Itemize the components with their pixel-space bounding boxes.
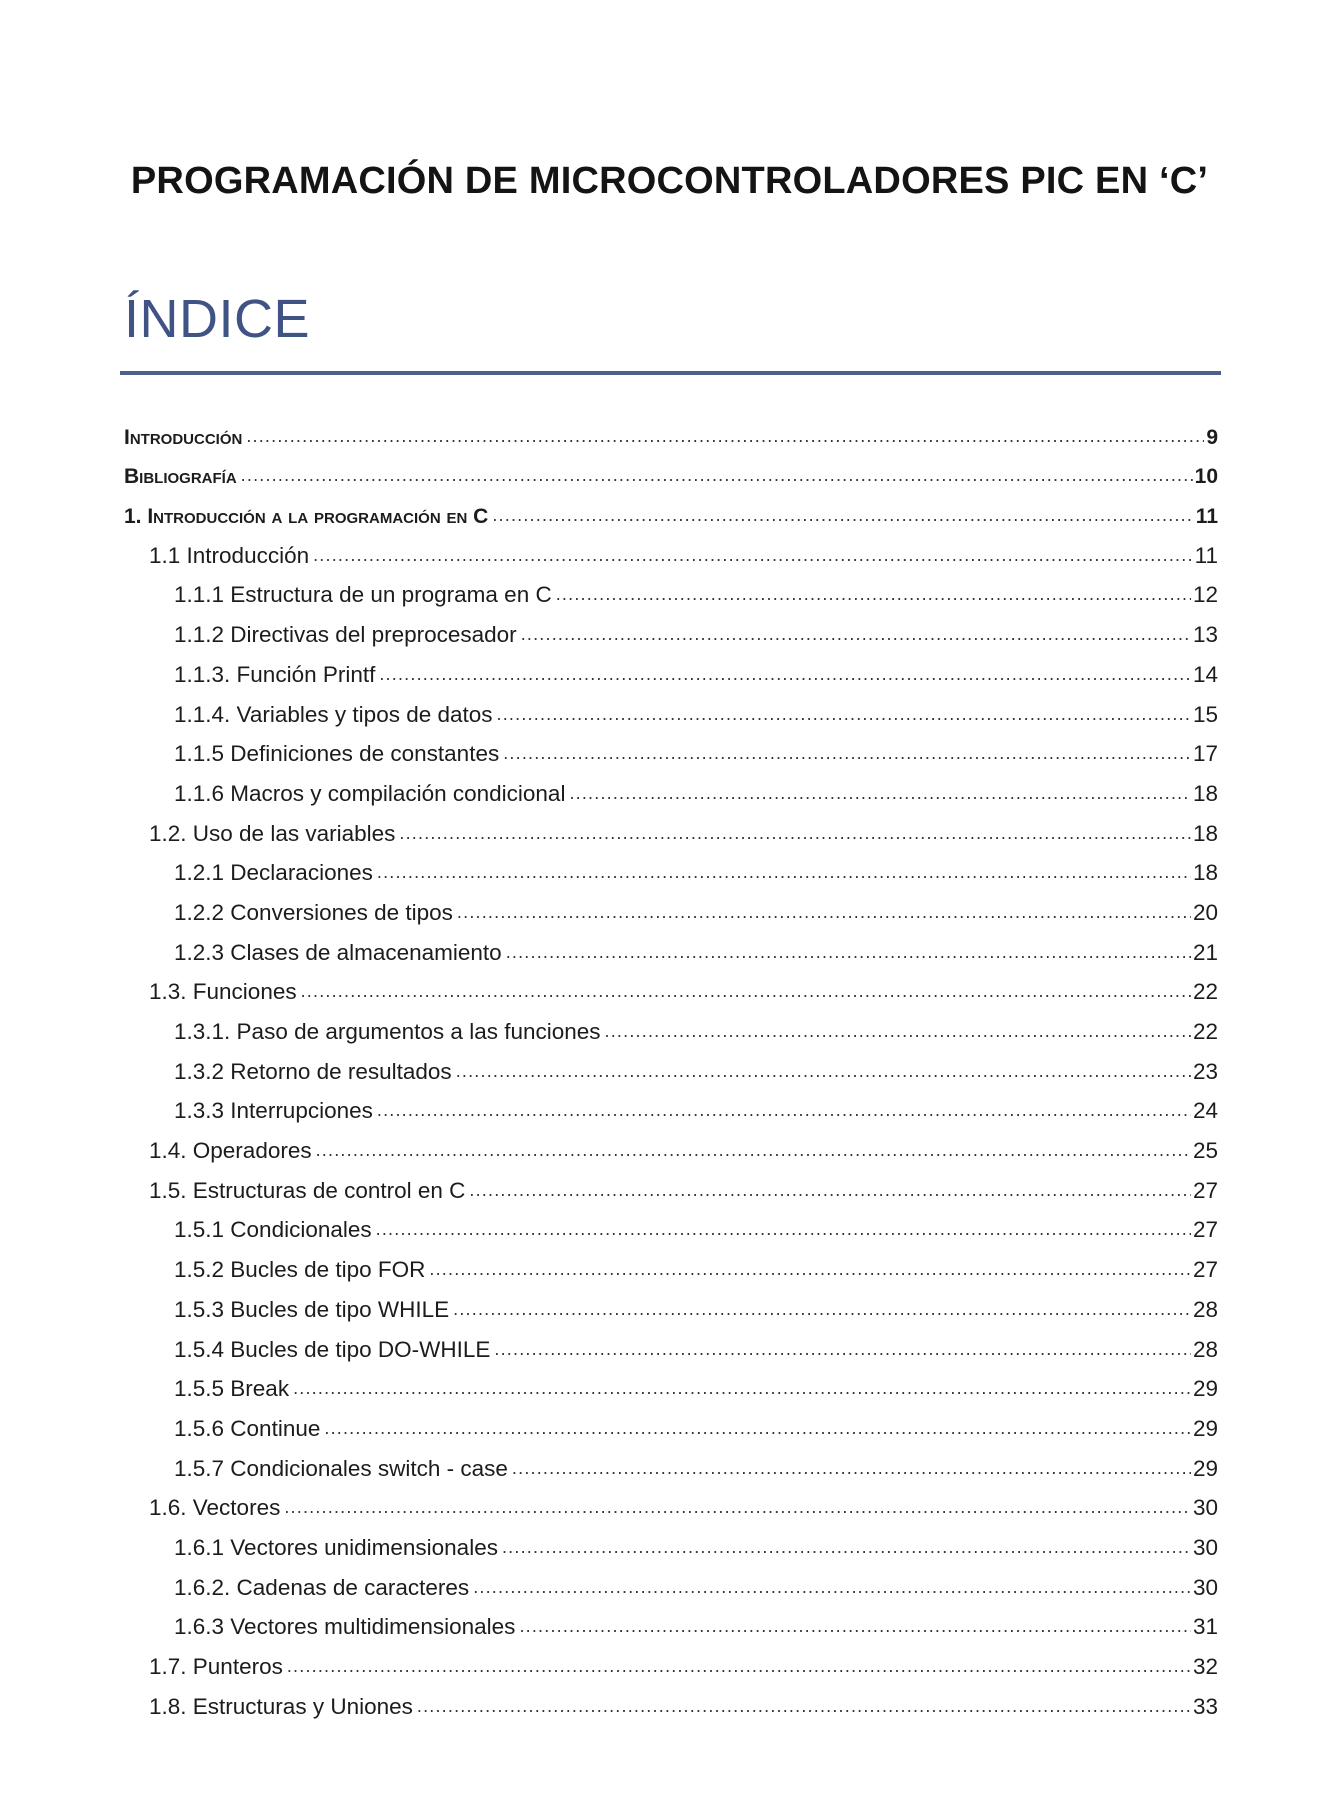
toc-entry[interactable] <box>0 1085 1339 1125</box>
toc-entry[interactable] <box>0 807 1339 847</box>
toc-entry-page-number: 17 <box>1192 741 1218 767</box>
toc-dot-leader <box>556 584 1191 605</box>
toc-dot-leader <box>429 1259 1191 1280</box>
toc-entry-label: 1.1.4. Variables y tipos de datos <box>174 702 497 728</box>
toc-dot-leader <box>241 465 1193 486</box>
toc-entry-label: 1.8. Estructuras y Uniones <box>149 1694 417 1720</box>
toc-entry-label: 1.2.3 Clases de almacenamiento <box>174 940 506 966</box>
toc-dot-leader <box>569 783 1191 804</box>
toc-entry-page-number: 9 <box>1206 425 1218 449</box>
toc-entry-page-number: 28 <box>1192 1336 1218 1362</box>
toc-entry-label: Introducción <box>124 426 246 450</box>
toc-entry-page-number: 27 <box>1192 1177 1218 1203</box>
toc-entry[interactable] <box>0 1442 1339 1482</box>
toc-entry-page-number: 30 <box>1192 1495 1218 1521</box>
toc-entry-page-number: 29 <box>1192 1415 1218 1441</box>
toc-dot-leader <box>457 902 1191 923</box>
toc-dot-leader <box>502 1537 1191 1558</box>
toc-dot-leader <box>316 1140 1191 1161</box>
toc-entry-page-number: 27 <box>1192 1257 1218 1283</box>
toc-entry[interactable] <box>0 886 1339 926</box>
toc-dot-leader <box>417 1696 1191 1717</box>
toc-entry[interactable] <box>0 1164 1339 1204</box>
toc-entry-page-number: 30 <box>1192 1534 1218 1560</box>
toc-entry-page-number: 14 <box>1192 661 1218 687</box>
toc-dot-leader <box>497 704 1191 725</box>
toc-entry-page-number: 29 <box>1192 1455 1218 1481</box>
toc-entry-label: 1.2. Uso de las variables <box>149 821 399 847</box>
toc-dot-leader <box>287 1656 1191 1677</box>
toc-entry[interactable] <box>0 450 1339 490</box>
toc-entry[interactable] <box>0 1243 1339 1283</box>
toc-entry[interactable] <box>0 688 1339 728</box>
toc-entry-page-number: 23 <box>1192 1058 1218 1084</box>
toc-dot-leader <box>521 624 1191 645</box>
toc-entry-label: 1.6. Vectores <box>149 1495 284 1521</box>
toc-dot-leader <box>512 1458 1191 1479</box>
toc-entry-label: 1.1.2 Directivas del preprocesador <box>174 622 521 648</box>
book-title: PROGRAMACIÓN DE MICROCONTROLADORES PIC EN ‘C’ <box>130 160 1209 202</box>
toc-entry[interactable] <box>0 569 1339 609</box>
toc-entry-label: 1.5. Estructuras de control en C <box>149 1178 469 1204</box>
toc-dot-leader <box>506 942 1191 963</box>
toc-entry-label: 1.3.3 Interrupciones <box>174 1098 377 1124</box>
toc-entry-page-number: 22 <box>1192 1019 1218 1044</box>
toc-entry-label: 1.5.2 Bucles de tipo FOR <box>174 1257 429 1283</box>
toc-entry[interactable] <box>0 1680 1339 1720</box>
toc-entry-label: 1.1 Introducción <box>149 543 313 569</box>
toc-entry-page-number: 20 <box>1192 899 1218 925</box>
toc-entry[interactable] <box>0 1323 1339 1363</box>
toc-dot-leader <box>301 981 1191 1002</box>
toc-dot-leader <box>492 505 1193 526</box>
toc-entry-label: 1.1.1 Estructura de un programa en C <box>174 582 556 608</box>
toc-entry[interactable] <box>0 926 1339 966</box>
toc-entry-label: 1. Introducción a la programación en C <box>124 505 492 529</box>
toc-entry-page-number: 30 <box>1192 1574 1218 1600</box>
toc-entry-label: 1.1.6 Macros y compilación condicional <box>174 781 569 807</box>
toc-entry-page-number: 18 <box>1192 780 1218 806</box>
toc-entry-label: 1.6.2. Cadenas de caracteres <box>174 1575 473 1601</box>
toc-entry-label: 1.7. Punteros <box>149 1654 287 1680</box>
toc-entry-page-number: 12 <box>1192 582 1218 608</box>
toc-dot-leader <box>503 743 1191 764</box>
toc-dot-leader <box>456 1061 1191 1082</box>
toc-entry[interactable] <box>0 1640 1339 1680</box>
toc-entry-label: 1.5.6 Continue <box>174 1416 324 1442</box>
toc-entry[interactable] <box>0 1005 1339 1045</box>
toc-entry[interactable] <box>0 1283 1339 1323</box>
toc-entry[interactable] <box>0 489 1339 529</box>
toc-entry-page-number: 21 <box>1192 939 1218 965</box>
toc-dot-leader <box>399 823 1191 844</box>
toc-entry-page-number: 31 <box>1192 1614 1218 1640</box>
toc-entry-label: 1.6.1 Vectores unidimensionales <box>174 1535 502 1561</box>
toc-entry[interactable] <box>0 529 1339 569</box>
toc-dot-leader <box>469 1180 1191 1201</box>
toc-dot-leader <box>293 1378 1191 1399</box>
toc-entry-label: 1.5.5 Break <box>174 1376 293 1402</box>
toc-entry[interactable] <box>0 1561 1339 1601</box>
toc-dot-leader <box>313 545 1193 566</box>
toc-entry-label: 1.4. Operadores <box>149 1138 316 1164</box>
toc-dot-leader <box>284 1497 1191 1518</box>
toc-dot-leader <box>473 1577 1191 1598</box>
toc-dot-leader <box>377 862 1191 883</box>
toc-entry[interactable] <box>0 847 1339 887</box>
toc-entry-page-number: 13 <box>1192 622 1218 648</box>
toc-entry-label: 1.5.4 Bucles de tipo DO-WHILE <box>174 1337 494 1363</box>
toc-entry-label: Bibliografía <box>124 465 241 489</box>
toc-dot-leader <box>519 1616 1191 1637</box>
toc-entry[interactable] <box>0 1363 1339 1403</box>
toc-entry-page-number: 27 <box>1192 1217 1218 1243</box>
toc-entry[interactable] <box>0 1045 1339 1085</box>
table-of-contents <box>0 410 1339 1720</box>
toc-entry-label: 1.5.1 Condicionales <box>174 1217 376 1243</box>
heading-rule <box>120 371 1221 375</box>
toc-entry-page-number: 24 <box>1192 1098 1218 1124</box>
toc-dot-leader <box>605 1021 1191 1042</box>
toc-entry-label: 1.3.1. Paso de argumentos a las funciones <box>174 1019 605 1045</box>
index-heading: ÍNDICE <box>124 289 311 349</box>
toc-entry-page-number: 28 <box>1192 1296 1218 1322</box>
toc-entry-label: 1.2.2 Conversiones de tipos <box>174 900 457 926</box>
toc-entry[interactable] <box>0 966 1339 1006</box>
toc-entry-page-number: 11 <box>1195 505 1218 529</box>
toc-dot-leader <box>453 1299 1191 1320</box>
toc-entry-page-number: 18 <box>1192 860 1218 886</box>
toc-entry-label: 1.3. Funciones <box>149 979 301 1005</box>
toc-dot-leader <box>376 1219 1191 1240</box>
toc-entry-label: 1.5.3 Bucles de tipo WHILE <box>174 1297 453 1323</box>
toc-entry-page-number: 10 <box>1194 465 1218 489</box>
toc-entry[interactable] <box>0 1204 1339 1244</box>
toc-entry[interactable] <box>0 1402 1339 1442</box>
toc-entry[interactable] <box>0 767 1339 807</box>
toc-entry-page-number: 11 <box>1194 542 1218 568</box>
toc-entry[interactable] <box>0 1521 1339 1561</box>
toc-entry-label: 1.1.3. Función Printf <box>174 662 379 688</box>
toc-dot-leader <box>379 664 1191 685</box>
toc-entry-label: 1.3.2 Retorno de resultados <box>174 1059 456 1085</box>
toc-entry-label: 1.2.1 Declaraciones <box>174 860 377 886</box>
toc-entry-page-number: 29 <box>1192 1376 1218 1402</box>
toc-entry-label: 1.1.5 Definiciones de constantes <box>174 741 503 767</box>
toc-dot-leader <box>246 426 1204 447</box>
toc-dot-leader <box>377 1100 1191 1121</box>
toc-entry[interactable] <box>0 728 1339 768</box>
toc-entry[interactable] <box>0 1601 1339 1641</box>
toc-entry-page-number: 33 <box>1192 1693 1218 1719</box>
toc-entry[interactable] <box>0 1124 1339 1164</box>
toc-entry[interactable] <box>0 410 1339 450</box>
toc-entry-page-number: 22 <box>1192 979 1218 1005</box>
toc-entry-page-number: 25 <box>1192 1138 1218 1164</box>
toc-entry[interactable] <box>0 1482 1339 1522</box>
toc-entry[interactable] <box>0 608 1339 648</box>
toc-entry-label: 1.5.7 Condicionales switch - case <box>174 1456 512 1482</box>
toc-dot-leader <box>324 1418 1191 1439</box>
toc-entry-page-number: 18 <box>1192 820 1218 846</box>
toc-dot-leader <box>494 1339 1191 1360</box>
toc-entry[interactable] <box>0 648 1339 688</box>
toc-entry-page-number: 15 <box>1192 701 1218 727</box>
toc-entry-label: 1.6.3 Vectores multidimensionales <box>174 1614 519 1640</box>
toc-entry-page-number: 32 <box>1192 1654 1218 1679</box>
